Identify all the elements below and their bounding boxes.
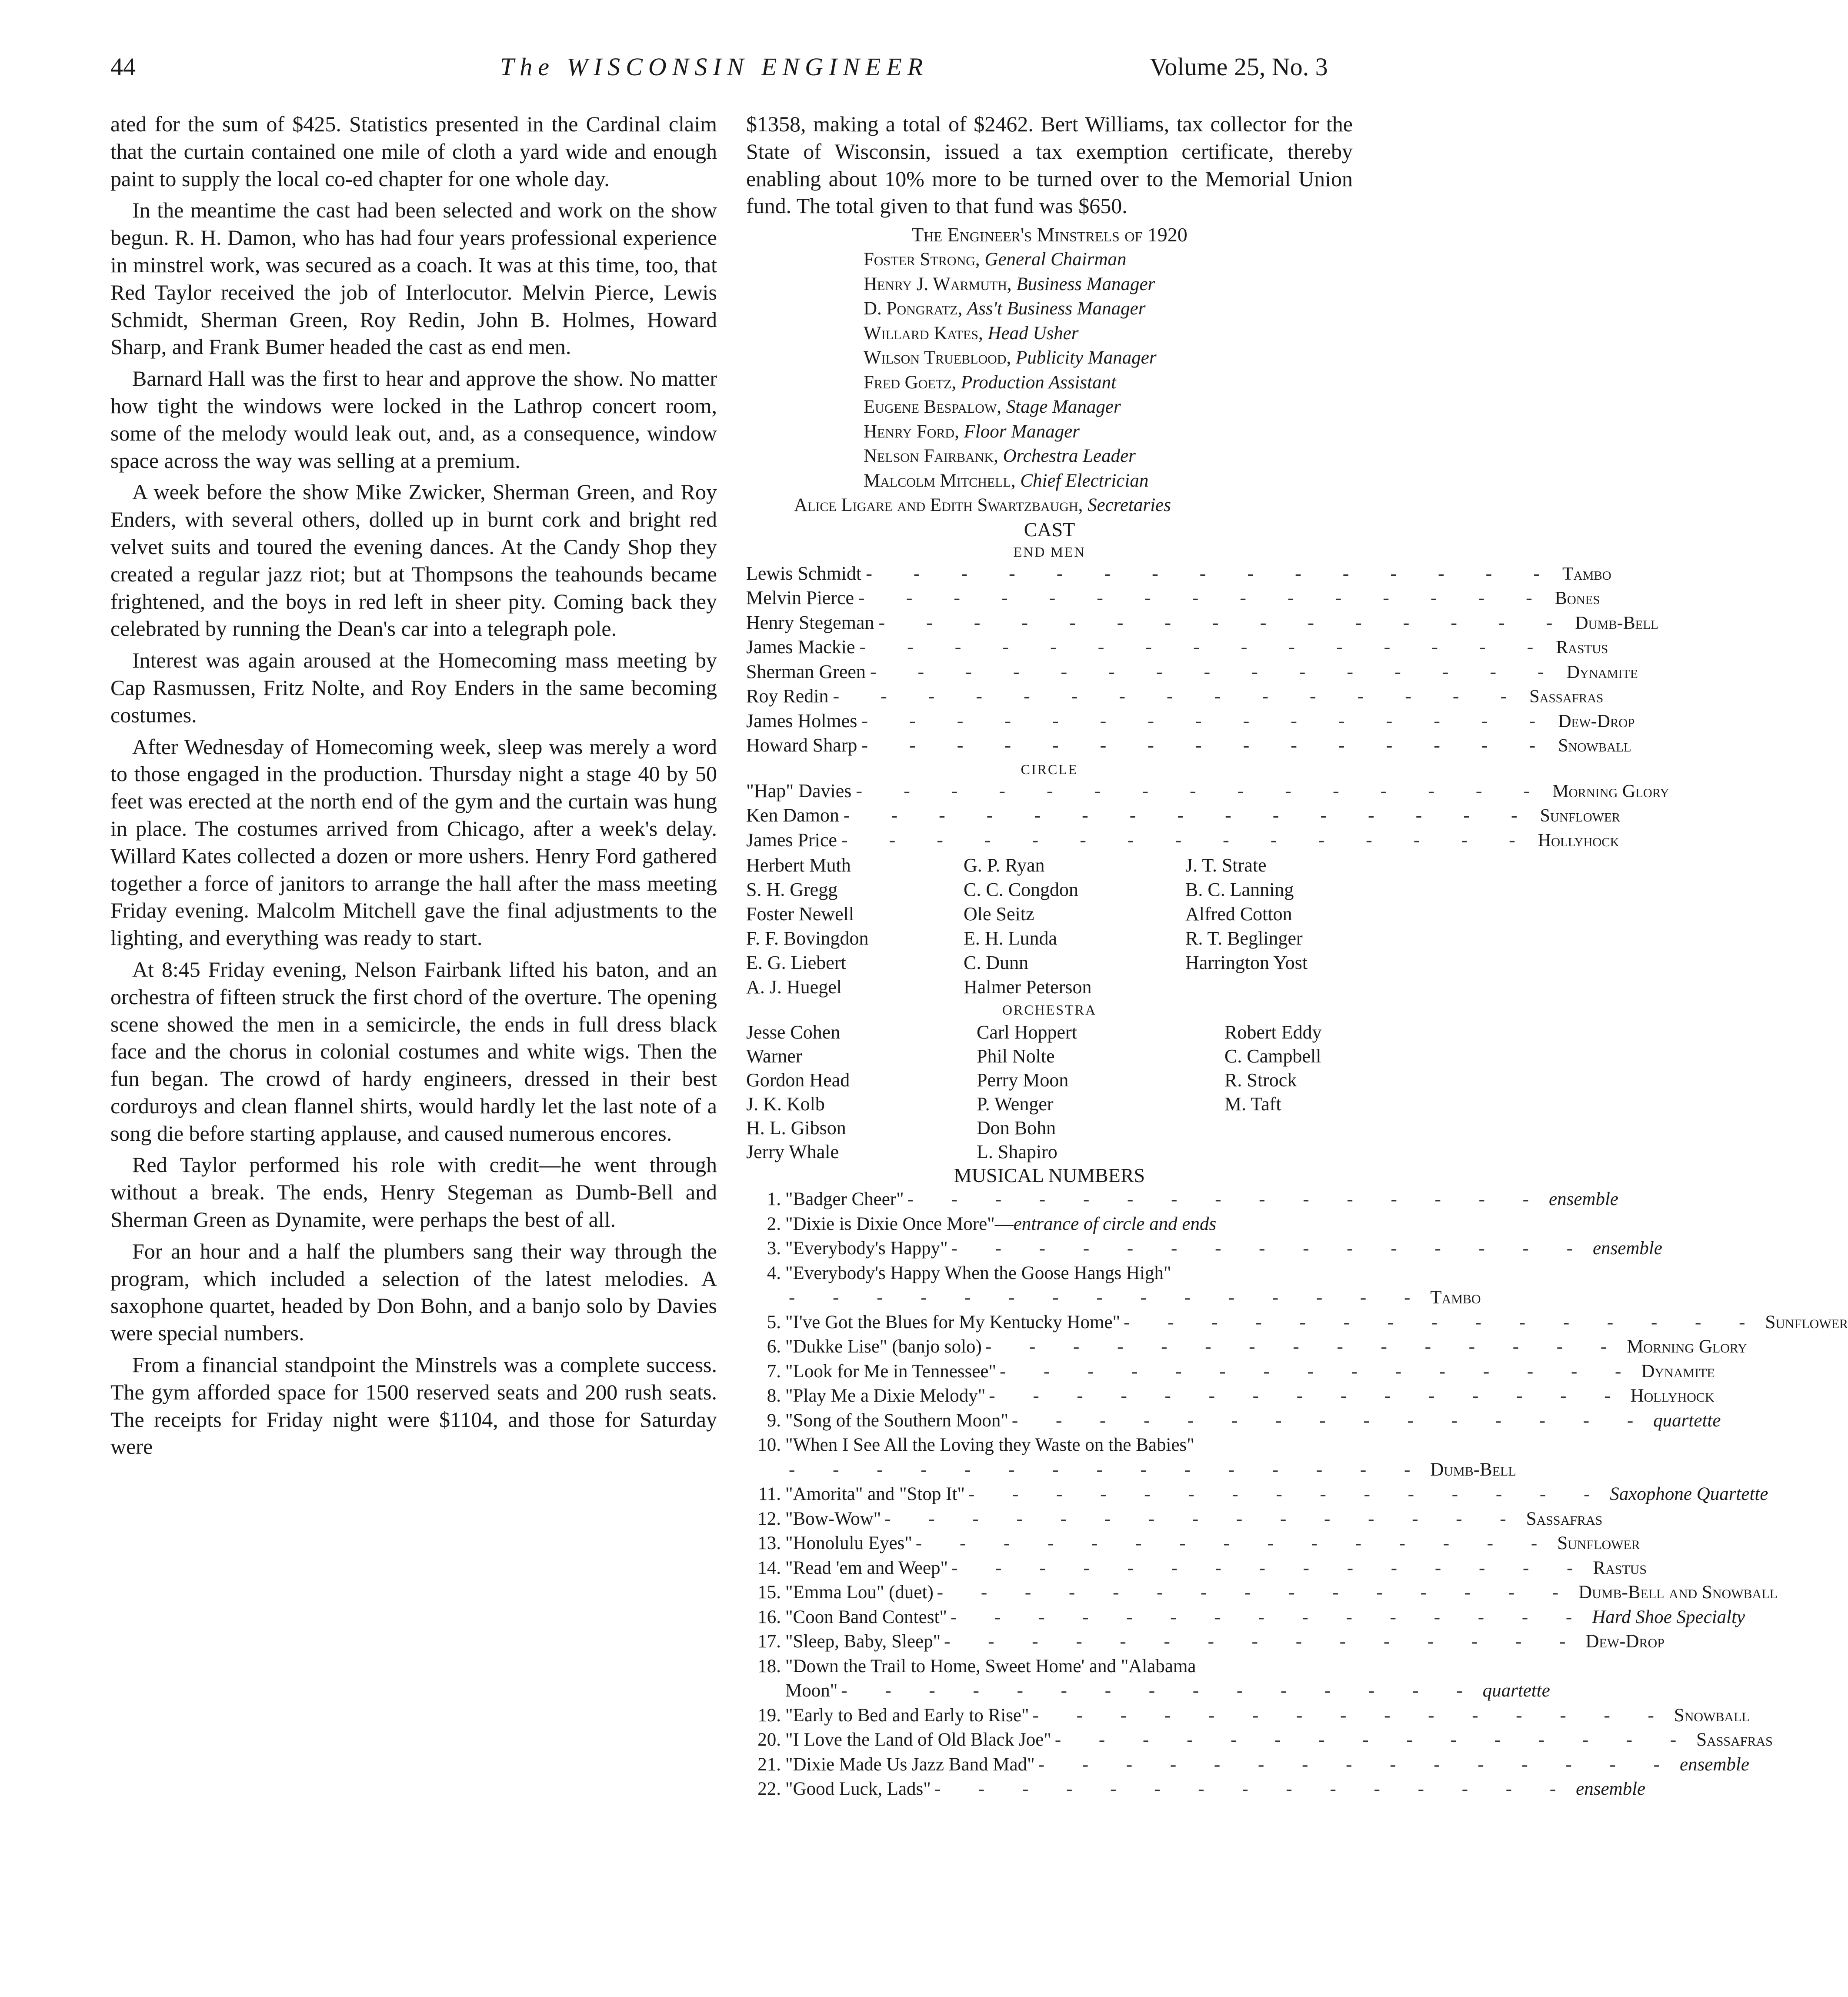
musical-number: [746, 1482, 1768, 1507]
leader-dots: - - - - - - - - - - - - - - -: [1000, 1361, 1638, 1382]
staff-name: Eugene Bespalow: [864, 397, 997, 417]
song-title: "Look for Me in Tennessee": [785, 1361, 997, 1382]
leader-dots: - - - - - - - - - - - - - - -: [950, 1606, 1589, 1627]
song-title: "Coon Band Contest": [785, 1606, 947, 1627]
musical-number: [746, 1187, 1618, 1212]
orchestra-label: ORCHESTRA: [1002, 1002, 1097, 1018]
staff-entry: Willard Kates, Head Usher: [864, 323, 1079, 344]
circle-roles-list: [746, 780, 1669, 854]
orchestra-member: Robert Eddy: [1224, 1022, 1322, 1043]
orchestra-member: Jesse Cohen: [746, 1022, 841, 1043]
staff-entry: Fred Goetz, Production Assistant: [864, 372, 1117, 393]
musical-number: [746, 1261, 1353, 1286]
circle-member: C. C. Congdon: [964, 879, 1079, 901]
circle-member: G. P. Ryan: [964, 855, 1045, 876]
cast-role: Sunflower: [1540, 806, 1621, 826]
circle-member: Foster Newell: [746, 903, 854, 925]
cast-row: [746, 829, 1619, 854]
staff-role: Head Usher: [987, 323, 1079, 344]
orchestra-member: P. Wenger: [977, 1093, 1054, 1115]
circle-member: Alfred Cotton: [1185, 903, 1292, 925]
musical-number: [746, 1236, 1662, 1261]
volume-issue: Volume 25, No. 3: [1150, 53, 1328, 81]
song-performer: Rastus: [1593, 1557, 1647, 1578]
leader-dots: - - - - - - - - - - - - - - -: [989, 1386, 1627, 1406]
cast-role: Dumb-Bell: [1575, 613, 1658, 633]
musical-number: [746, 1507, 1603, 1532]
staff-role: Business Manager: [1016, 274, 1155, 294]
musical-number: [746, 1335, 1747, 1359]
staff-name: Willard Kates: [864, 323, 979, 344]
song-performer: quartette: [1482, 1680, 1550, 1701]
leader-dots: - - - - - - - - - - - - - - -: [1054, 1730, 1693, 1750]
song-performer: Dynamite: [1641, 1361, 1715, 1382]
cast-row: [746, 611, 1658, 636]
leader-dots: - - - - - - - - - - - - - - -: [856, 780, 1548, 801]
orchestra-member: M. Taft: [1224, 1093, 1281, 1115]
right-column: [746, 110, 1848, 1802]
song-performer: Sunflower: [1765, 1312, 1848, 1332]
song-title: "Down the Trail to Home, Sweet Home' and "Alabama: [785, 1656, 1196, 1676]
leader-dots: - - - - - - - - - - - - - - -: [1038, 1754, 1676, 1775]
musical-number: [746, 1753, 1749, 1777]
song-title: "Read 'em and Weep": [785, 1557, 948, 1578]
song-number: 2.: [767, 1213, 781, 1234]
staff-entry: Henry J. Warmuth, Business Manager: [864, 274, 1155, 294]
circle-member: Harrington Yost: [1185, 952, 1308, 974]
song-title: "Song of the Southern Moon": [785, 1410, 1008, 1431]
musical-number: [746, 1409, 1721, 1433]
musical-number-continuation: [746, 1458, 1516, 1483]
song-title: "Dukke Lise" (banjo solo): [785, 1336, 982, 1357]
cast-row: [746, 636, 1608, 661]
staff-name: Nelson Fairbank: [864, 446, 994, 467]
cast-row: [746, 587, 1600, 611]
musical-number-continuation: [746, 1679, 1550, 1703]
song-title-continued: Moon": [785, 1680, 838, 1701]
article-paragraph: At 8:45 Friday evening, Nelson Fairbank lifted his baton, and an orchestra of fifteen struck the first chord of the overture. The opening scene showed the men in a semicircle, the ends in full dress black face and the chorus in colonial costumes and white wigs. Then the fun began. The crowd of hardy engineers, dressed in their best corduroys and clean flannel shirts, would hardly let the last note of a song die before starting applause, and caused numerous encores.: [110, 957, 717, 1145]
article-paragraph: Red Taylor performed his role with credit—he went through without a break. The ends, Henry Stegeman as Dumb-Bell and Sherman Green as Dynamite, were perhaps the best of all.: [110, 1152, 717, 1232]
page-number: 44: [110, 53, 136, 81]
article-paragraph: In the meantime the cast had been selected and work on the show begun. R. H. Damon, who has had four years professional experience in minstrel work, was secured as a coach. It was at this time, too, that Red Taylor received the job of Interlocutor. Melvin Pierce, Lewis Schmidt, Sherman Green, Roy Redin, John B. Holmes, Howard Sharp, and Frank Bumer headed the cast as end men.: [110, 198, 717, 359]
leader-dots: - - - - - - - - - - - - - - -: [878, 611, 1571, 633]
leader-dots: - - - - - - - - - - - - - - -: [861, 735, 1554, 756]
song-title: "Play Me a Dixie Melody": [785, 1386, 986, 1406]
staff-entry: Henry Ford, Floor Manager: [864, 421, 1080, 442]
staff-list: [864, 247, 1353, 493]
song-number: 4.: [767, 1262, 781, 1283]
staff-entry: Eugene Bespalow, Stage Manager: [864, 397, 1121, 417]
circle-member: S. H. Gregg: [746, 879, 838, 901]
musical-number: [746, 1605, 1745, 1630]
leader-dots: - - - - - - - - - - - - - - -: [870, 661, 1562, 682]
song-performer: Sunflower: [1557, 1533, 1640, 1554]
staff-name: Henry Ford: [864, 421, 955, 442]
song-title: "Emma Lou" (duet): [785, 1582, 934, 1603]
orchestra-member: Phil Nolte: [977, 1045, 1055, 1067]
musical-number: [746, 1580, 1778, 1605]
song-title: "I Love the Land of Old Black Joe": [785, 1730, 1051, 1750]
song-number: 10.: [757, 1435, 781, 1456]
leader-dots: - - - - - - - - - - - - - - -: [861, 710, 1554, 731]
song-number: 16.: [757, 1606, 781, 1627]
circle-member: Ole Seitz: [964, 903, 1034, 925]
cast-row: [746, 562, 1611, 587]
leader-dots: - - - - - - - - - - - - - - -: [951, 1238, 1589, 1259]
article-paragraph: ated for the sum of $425. Statistics presented in the Cardinal claim that the curtain contained one mile of cloth a yard wide and enough paint to supply the local co-ed chapter for one whole day.: [110, 112, 717, 191]
song-number: 20.: [757, 1730, 781, 1750]
song-title: "Good Luck, Lads": [785, 1779, 931, 1800]
staff-role: Chief Electrician: [1020, 470, 1149, 491]
orchestra-member: H. L. Gibson: [746, 1117, 846, 1139]
song-performer: Dumb-Bell and Snowball: [1578, 1582, 1778, 1603]
orchestra-member: [1224, 1116, 1355, 1140]
song-number: 7.: [767, 1361, 781, 1382]
cast-row: [746, 710, 1635, 735]
musical-number: [746, 1728, 1773, 1753]
article-paragraph: $1358, making a total of $2462. Bert Williams, tax collector for the State of Wisconsin, issued a tax exemption certificate, thereby enabling about 10% more to be turned over to the Memorial Union fund. The total given to that fund was $650.: [746, 112, 1353, 218]
song-number: 14.: [757, 1557, 781, 1578]
staff-entry: Malcolm Mitchell, Chief Electrician: [864, 470, 1149, 491]
song-title: "Early to Bed and Early to Rise": [785, 1705, 1029, 1726]
musical-numbers-heading: MUSICAL NUMBERS: [954, 1164, 1145, 1187]
musical-number: [746, 1654, 1353, 1679]
song-number: 15.: [757, 1582, 781, 1603]
orchestra-member: J. K. Kolb: [746, 1093, 825, 1115]
cast-role: Dew-Drop: [1558, 711, 1635, 731]
orchestra-member: L. Shapiro: [977, 1141, 1057, 1163]
song-number: 8.: [767, 1386, 781, 1406]
orchestra-member: Warner: [746, 1045, 802, 1067]
cast-role: Bones: [1554, 588, 1600, 609]
song-title: "Badger Cheer": [785, 1189, 904, 1210]
leader-dots: - - - - - - - - - - - - - - -: [1032, 1705, 1671, 1726]
song-title: "Amorita" and "Stop It": [785, 1484, 965, 1505]
musical-number: [746, 1433, 1353, 1458]
song-number: 12.: [757, 1508, 781, 1529]
cast-name: Howard Sharp: [746, 735, 857, 756]
cast-role: Tambo: [1562, 564, 1611, 584]
orchestra-member: [1224, 1140, 1355, 1164]
cast-role: Morning Glory: [1552, 781, 1669, 801]
circle-label: CIRCLE: [1021, 761, 1078, 777]
song-number: 17.: [757, 1631, 781, 1652]
song-performer: Morning Glory: [1627, 1336, 1747, 1357]
song-number: 6.: [767, 1336, 781, 1357]
song-title: "Dixie is Dixie Once More"—: [785, 1213, 1014, 1234]
circle-member: C. Dunn: [964, 952, 1029, 974]
song-performer: ensemble: [1576, 1779, 1646, 1800]
leader-dots: - - - - - - - - - - - - - - -: [937, 1582, 1575, 1603]
musical-number-continuation: [746, 1286, 1481, 1310]
circle-member: F. F. Bovingdon: [746, 928, 869, 949]
article-paragraph: After Wednesday of Homecoming week, sleep was merely a word to those engaged in the production. Thursday night a stage 40 by 50 feet was erected at the north end of the gym and the curtain was hung in place. The costumes arrived from Chicago, after a week's delay. Willard Kates collected a dozen or more ushers. Henry Ford gathered together a force of janitors to arrange the hall after the mass meeting Friday evening. Malcolm Mitchell gave the final adjustments to the lighting, and everything was ready to start.: [110, 734, 717, 950]
orchestra-member: Jerry Whale: [746, 1141, 839, 1163]
staff-name: D. Pongratz: [864, 298, 958, 319]
song-title: "Sleep, Baby, Sleep": [785, 1631, 941, 1652]
staff-title: The Engineer's Minstrels of 1920: [911, 224, 1188, 246]
circle-member: Herbert Muth: [746, 855, 851, 876]
song-performer: ensemble: [1679, 1754, 1749, 1775]
journal-title: The WISCONSIN ENGINEER: [500, 53, 929, 81]
staff-role: Stage Manager: [1006, 397, 1121, 417]
circle-member: R. T. Beglinger: [1185, 928, 1303, 949]
secretaries-line: Alice Ligare and Edith Swartzbaugh, Secretaries: [794, 495, 1171, 516]
song-number: 13.: [757, 1533, 781, 1554]
staff-name: Malcolm Mitchell: [864, 470, 1011, 491]
leader-dots: - - - - - - - - - - - - - - -: [843, 805, 1536, 826]
song-performer: Sassafras: [1526, 1508, 1603, 1529]
cast-name: Lewis Schmidt: [746, 562, 862, 584]
circle-member: E. G. Liebert: [746, 952, 846, 974]
cast-role: Dynamite: [1566, 662, 1638, 682]
leader-dots: - - - - - - - - - - - - - - -: [859, 636, 1552, 658]
song-number: 9.: [767, 1410, 781, 1431]
leader-dots: - - - - - - - - - - - - - - -: [858, 587, 1551, 609]
leader-dots: - - - - - - - - - - - - - - -: [884, 1508, 1523, 1529]
cast-role: Sassafras: [1529, 687, 1604, 707]
leader-dots: - - - - - - - - - - - - - - -: [789, 1459, 1427, 1480]
orchestra-grid: [746, 1020, 1353, 1164]
song-performer: Snowball: [1674, 1705, 1750, 1726]
staff-entry: Nelson Fairbank, Orchestra Leader: [864, 446, 1136, 467]
staff-role: Orchestra Leader: [1003, 446, 1136, 467]
song-number: 5.: [767, 1312, 781, 1332]
cast-name: Sherman Green: [746, 661, 866, 682]
orchestra-member: C. Campbell: [1224, 1045, 1321, 1067]
musical-number: [746, 1359, 1715, 1384]
leader-dots: - - - - - - - - - - - - - - -: [951, 1557, 1590, 1578]
musical-number: [746, 1556, 1647, 1581]
song-title: "When I See All the Loving they Waste on the Babies": [785, 1435, 1194, 1456]
secretaries-role: Secretaries: [1087, 495, 1171, 516]
cast-row: [746, 661, 1638, 685]
song-number: 11.: [758, 1484, 781, 1505]
staff-entry: D. Pongratz, Ass't Business Manager: [864, 298, 1146, 319]
leader-dots: - - - - - - - - - - - - - - -: [866, 562, 1558, 584]
circle-member: J. T. Strate: [1185, 855, 1267, 876]
leader-dots: - - - - - - - - - - - - - - -: [789, 1287, 1427, 1308]
musical-number: [746, 1630, 1665, 1654]
leader-dots: - - - - - - - - - - - - - - -: [1124, 1312, 1762, 1332]
circle-members-grid: [746, 853, 1353, 999]
cast-name: "Hap" Davies: [746, 780, 852, 801]
leader-dots: - - - - - - - - - - - - - - -: [944, 1631, 1582, 1652]
orchestra-member: Gordon Head: [746, 1069, 850, 1091]
leader-dots: - - - - - - - - - - - - - - -: [841, 1680, 1479, 1701]
song-title: "Honolulu Eyes": [785, 1533, 912, 1554]
secretaries-names: Alice Ligare and Edith Swartzbaugh: [794, 495, 1078, 516]
cast-row: [746, 734, 1631, 759]
cast-name: Roy Redin: [746, 685, 829, 707]
leader-dots: - - - - - - - - - - - - - - -: [934, 1779, 1573, 1800]
orchestra-member: Perry Moon: [977, 1069, 1069, 1091]
musical-number: [746, 1310, 1848, 1335]
staff-role: Production Assistant: [961, 372, 1117, 393]
song-performer: Tambo: [1430, 1287, 1481, 1308]
musical-number: [746, 1212, 1353, 1237]
circle-member: [1185, 975, 1351, 999]
staff-role: Ass't Business Manager: [967, 298, 1146, 319]
song-number: 21.: [757, 1754, 781, 1775]
song-performer: Hollyhock: [1630, 1386, 1715, 1406]
article-paragraph: From a financial standpoint the Minstrels was a complete success. The gym afforded space for 1500 reserved seats and 200 rush seats. The receipts for Friday night were $1104, and those for Saturday were: [110, 1352, 717, 1459]
leader-dots: - - - - - - - - - - - - - - -: [1011, 1410, 1650, 1431]
song-number: 18.: [757, 1656, 781, 1676]
article-paragraph: Interest was again aroused at the Homecoming mass meeting by Cap Rasmussen, Fritz Nolte, and Roy Enders in the same becoming costumes.: [110, 648, 717, 727]
song-number: 22.: [757, 1779, 781, 1800]
staff-entry: Foster Strong, General Chairman: [864, 249, 1127, 270]
orchestra-member: Carl Hoppert: [977, 1022, 1077, 1043]
cast-row: [746, 685, 1604, 710]
staff-name: Fred Goetz: [864, 372, 952, 393]
song-title: "I've Got the Blues for My Kentucky Home": [785, 1312, 1121, 1332]
leader-dots: - - - - - - - - - - - - - - -: [968, 1484, 1607, 1505]
song-performer: ensemble: [1592, 1238, 1662, 1259]
song-performer: entrance of circle and ends: [1013, 1213, 1217, 1234]
end-men-label: END MEN: [1013, 544, 1086, 560]
orchestra-member: Don Bohn: [977, 1117, 1056, 1139]
cast-name: Ken Damon: [746, 805, 839, 826]
article-paragraph: Barnard Hall was the first to hear and approve the show. No matter how tight the windows were locked in the Lathrop concert room, some of the melody would leak out, and, as a consequence, window space across the way was selling at a premium.: [110, 366, 717, 473]
cast-name: James Mackie: [746, 636, 855, 658]
article-paragraph: A week before the show Mike Zwicker, Sherman Green, and Roy Enders, with several others, dolled up in burnt cork and bright red velvet suits and toured the evening dances. At the Candy Shop they created a regular jazz riot; but at Thompsons the teahounds became frightened, and the boys in red left in sheer pity. Coming back they celebrated by running the Dean's car into a telegraph pole.: [110, 480, 717, 641]
cast-role: Rastus: [1556, 638, 1608, 658]
song-performer: ensemble: [1549, 1189, 1618, 1210]
staff-name: Foster Strong: [864, 249, 975, 270]
orchestra-member: R. Strock: [1224, 1069, 1297, 1091]
musical-number: [746, 1531, 1640, 1556]
song-performer: Saxophone Quartette: [1610, 1484, 1768, 1505]
leader-dots: - - - - - - - - - - - - - - -: [907, 1189, 1545, 1210]
song-title: "Bow-Wow": [785, 1508, 881, 1529]
cast-row: [746, 780, 1669, 805]
song-performer: quartette: [1653, 1410, 1721, 1431]
staff-entry: Wilson Trueblood, Publicity Manager: [864, 347, 1157, 368]
song-number: 3.: [767, 1238, 781, 1259]
musical-number: [746, 1777, 1646, 1802]
leader-dots: - - - - - - - - - - - - - - -: [985, 1336, 1624, 1357]
musical-number: [746, 1384, 1715, 1409]
song-title: "Everybody's Happy": [785, 1238, 948, 1259]
circle-member: B. C. Lanning: [1185, 879, 1294, 901]
end-men-list: [746, 562, 1658, 759]
leader-dots: - - - - - - - - - - - - - - -: [833, 685, 1525, 707]
staff-name: Henry J. Warmuth: [864, 274, 1007, 294]
song-number: 19.: [757, 1705, 781, 1726]
cast-name: James Price: [746, 829, 837, 851]
cast-name: Henry Stegeman: [746, 611, 874, 633]
cast-row: [746, 804, 1621, 829]
left-column-article: [110, 110, 717, 1465]
staff-role: Floor Manager: [964, 421, 1080, 442]
cast-role: Snowball: [1558, 736, 1631, 756]
circle-member: E. H. Lunda: [964, 928, 1057, 949]
staff-name: Wilson Trueblood: [864, 347, 1007, 368]
song-title: "Everybody's Happy When the Goose Hangs High": [785, 1262, 1171, 1283]
song-performer: Dew-Drop: [1585, 1631, 1665, 1652]
circle-member: A. J. Huegel: [746, 976, 842, 998]
article-paragraph: For an hour and a half the plumbers sang their way through the program, which included a selection of the latest melodies. A saxophone quartet, headed by Don Bohn, and a banjo solo by Davies were special numbers.: [110, 1239, 717, 1346]
song-title: "Dixie Made Us Jazz Band Mad": [785, 1754, 1035, 1775]
cast-heading: CAST: [1024, 518, 1075, 541]
leader-dots: - - - - - - - - - - - - - - -: [841, 829, 1534, 851]
cast-name: James Holmes: [746, 710, 857, 731]
cast-name: Melvin Pierce: [746, 587, 854, 609]
musical-numbers-list: [746, 1187, 1848, 1802]
staff-role: Publicity Manager: [1016, 347, 1157, 368]
song-performer: Hard Shoe Specialty: [1592, 1606, 1745, 1627]
song-performer: Dumb-Bell: [1430, 1459, 1516, 1480]
cast-role: Hollyhock: [1538, 830, 1619, 851]
leader-dots: - - - - - - - - - - - - - - -: [915, 1533, 1554, 1554]
musical-number: [746, 1703, 1750, 1728]
circle-member: Halmer Peterson: [964, 976, 1092, 998]
song-performer: Sassafras: [1696, 1730, 1773, 1750]
song-number: 1.: [767, 1189, 781, 1210]
staff-role: General Chairman: [984, 249, 1127, 270]
